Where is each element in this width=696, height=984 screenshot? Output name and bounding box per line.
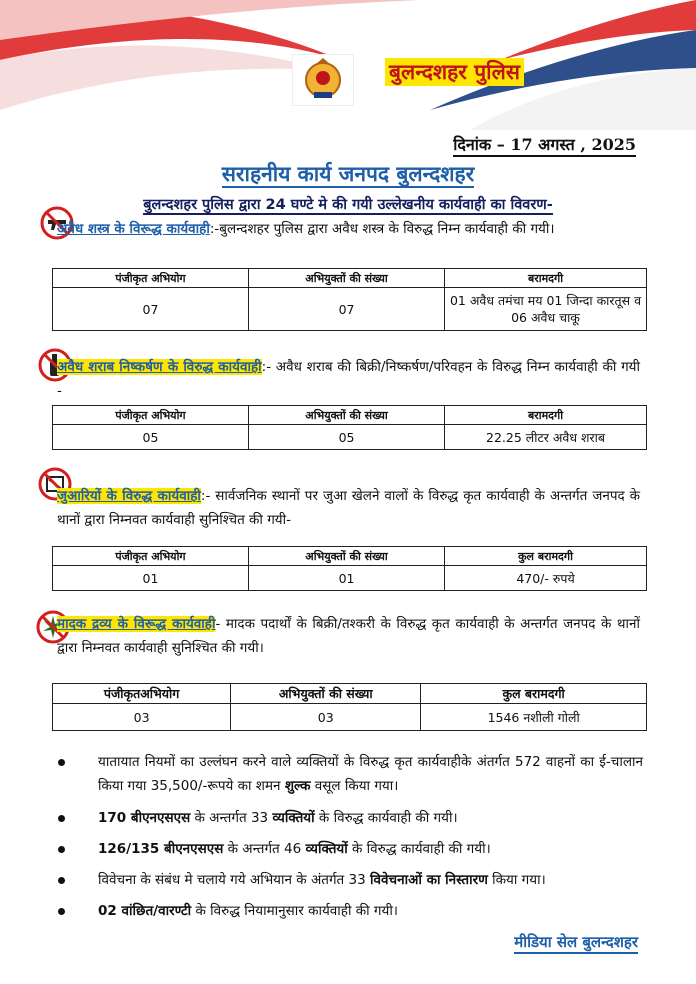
- table-weapons: [52, 268, 647, 331]
- table-gambling: [52, 546, 647, 591]
- bullet-bold: शुल्क: [284, 778, 311, 794]
- table-header-row: [53, 684, 647, 704]
- section-gambling-desc: :- सार्वजनिक स्थानों पर जुआ खेलने वालों के विरुद्ध कृत कार्यवाही के अन्तर्गत जनपद के थानों द्वारा निम्नवत कार्यवाही सुनिश्चित की गयी-: [57, 488, 640, 528]
- col-accused: अभियुक्तों की संख्या: [249, 269, 445, 288]
- section-weapons-desc: :-बुलन्दशहर पुलिस द्वारा अवैध शस्त्र के विरुद्ध निम्न कार्यवाही की गयी।: [209, 221, 555, 237]
- bullet-text: [98, 868, 643, 892]
- cell-accused: 05: [249, 425, 445, 450]
- cell-recovery: 470/- रुपये: [445, 566, 647, 591]
- table-row: [53, 288, 647, 331]
- bullet-text: [98, 837, 643, 861]
- bullet-bold: व्यक्तियों: [272, 810, 315, 826]
- section-drugs-text: [57, 612, 640, 660]
- col-recovery: कुल बरामदगी: [421, 684, 647, 704]
- section-liquor-heading: अवैध शराब निष्कर्षण के विरुद्ध कार्यवाही: [57, 359, 262, 375]
- bullet-text-part: वसूल किया गया।: [310, 778, 399, 794]
- bullet-text-part: के विरुद्ध नियामानुसार कार्यवाही की गयी।: [191, 903, 398, 919]
- police-emblem-logo: [292, 54, 354, 106]
- bullet-bold: व्यक्तियों: [305, 841, 348, 857]
- table-row: [53, 704, 647, 731]
- bullet-text-part: किया गया।: [487, 872, 546, 888]
- bullet-bold: 02 वांछित/वारण्टी: [98, 903, 192, 919]
- bullet-bold: 170 बीएनएसएस: [98, 810, 191, 826]
- table-row: [53, 425, 647, 450]
- bullet-dot-icon: [58, 759, 65, 766]
- cell-recovery: 01 अवैध तमंचा मय 01 जिन्दा कारतूस व 06 अवैध चाकू: [445, 288, 647, 331]
- cell-cases: 03: [53, 704, 231, 731]
- cell-recovery: 22.25 लीटर अवैध शराब: [445, 425, 647, 450]
- bullet-bold: 126/135 बीएनएसएस: [98, 841, 224, 857]
- section-drugs-heading: मादक द्रव्य के विरूद्ध कार्यवाही: [57, 616, 216, 632]
- bullet-text-part: यातायात नियमों का उल्लंघन करने वाले व्यक्तियों के विरुद्ध कृत कार्यवाहीके अंतर्गत 572 वाहनों का ई-चालान किया गया 35,500/-रूपये का शमन: [98, 754, 643, 794]
- table-header-row: [53, 547, 647, 566]
- col-cases: पंजीकृत अभियोग: [53, 406, 249, 425]
- table-drugs: [52, 683, 647, 731]
- bullet-bold: विवेचनाओं का निस्तारण: [370, 872, 488, 888]
- section-drugs-desc: - मादक पदार्थों के बिक्री/तश्करी के विरुद्ध कृत कार्यवाही के अन्तर्गत जनपद के थानों द्वारा निम्नवत कार्यवाही सुनिश्चित की गयी।: [57, 616, 640, 656]
- col-recovery: बरामदगी: [445, 269, 647, 288]
- section-liquor-desc: :- अवैध शराब की बिक्री/निष्कर्षण/परिवहन के विरुद्ध निम्न कार्यवाही की गयी -: [57, 359, 640, 399]
- col-cases: पंजीकृत अभियोग: [53, 547, 249, 566]
- table-header-row: [53, 406, 647, 425]
- bullet-dot-icon: [58, 846, 65, 853]
- col-accused: अभियुक्तों की संख्या: [249, 406, 445, 425]
- col-cases: पंजीकृत अभियोग: [53, 269, 249, 288]
- cell-cases: 07: [53, 288, 249, 331]
- bullet-dot-icon: [58, 908, 65, 915]
- subtitle-wrap: [0, 194, 696, 214]
- bullet-text: [98, 899, 643, 923]
- bullet-dot-icon: [58, 877, 65, 884]
- bullet-text-part: के विरुद्ध कार्यवाही की गयी।: [347, 841, 491, 857]
- cell-accused: 07: [249, 288, 445, 331]
- section-weapons-heading: अवैध शस्त्र के विरूद्ध कार्यवाही: [57, 221, 210, 237]
- cell-cases: 01: [53, 566, 249, 591]
- page-title: सराहनीय कार्य जनपद बुलन्दशहर: [221, 162, 475, 186]
- bullet-text-part: के अन्तर्गत 46: [223, 841, 306, 857]
- cell-accused: 03: [231, 704, 421, 731]
- col-cases: पंजीकृतअभियोग: [53, 684, 231, 704]
- col-recovery: कुल बरामदगी: [445, 547, 647, 566]
- section-weapons-text: [57, 217, 640, 241]
- cell-cases: 05: [53, 425, 249, 450]
- report-date: दिनांक – 17 अगस्त , 2025: [453, 135, 636, 157]
- bullet-text: [98, 750, 643, 798]
- footer-signature: मीडिया सेल बुलन्दशहर: [514, 932, 638, 954]
- subtitle: बुलन्दशहर पुलिस द्वारा 24 घण्टे मे की गयी उल्लेखनीय कार्यवाही का विवरण-: [143, 197, 553, 213]
- brand-title: बुलन्दशहर पुलिस: [385, 58, 524, 86]
- table-header-row: [53, 269, 647, 288]
- table-liquor: [52, 405, 647, 450]
- cell-accused: 01: [249, 566, 445, 591]
- col-accused: अभियुक्तों की संख्या: [231, 684, 421, 704]
- section-gambling-heading: जुआरियों के विरुद्ध कार्यवाही: [57, 488, 201, 504]
- col-recovery: बरामदगी: [445, 406, 647, 425]
- cell-recovery: 1546 नशीली गोली: [421, 704, 647, 731]
- page-title-wrap: [0, 160, 696, 188]
- bullet-dot-icon: [58, 815, 65, 822]
- table-row: [53, 566, 647, 591]
- bullet-text-part: विवेचना के संबंध मे चलाये गये अभियान के अंतर्गत 33: [98, 872, 371, 888]
- bullet-text-part: के विरुद्ध कार्यवाही की गयी।: [314, 810, 458, 826]
- section-gambling-text: [57, 484, 640, 532]
- bullet-text: [98, 806, 643, 830]
- bullet-text-part: के अन्तर्गत 33: [190, 810, 273, 826]
- section-liquor-text: [57, 355, 640, 403]
- col-accused: अभियुक्तों की संख्या: [249, 547, 445, 566]
